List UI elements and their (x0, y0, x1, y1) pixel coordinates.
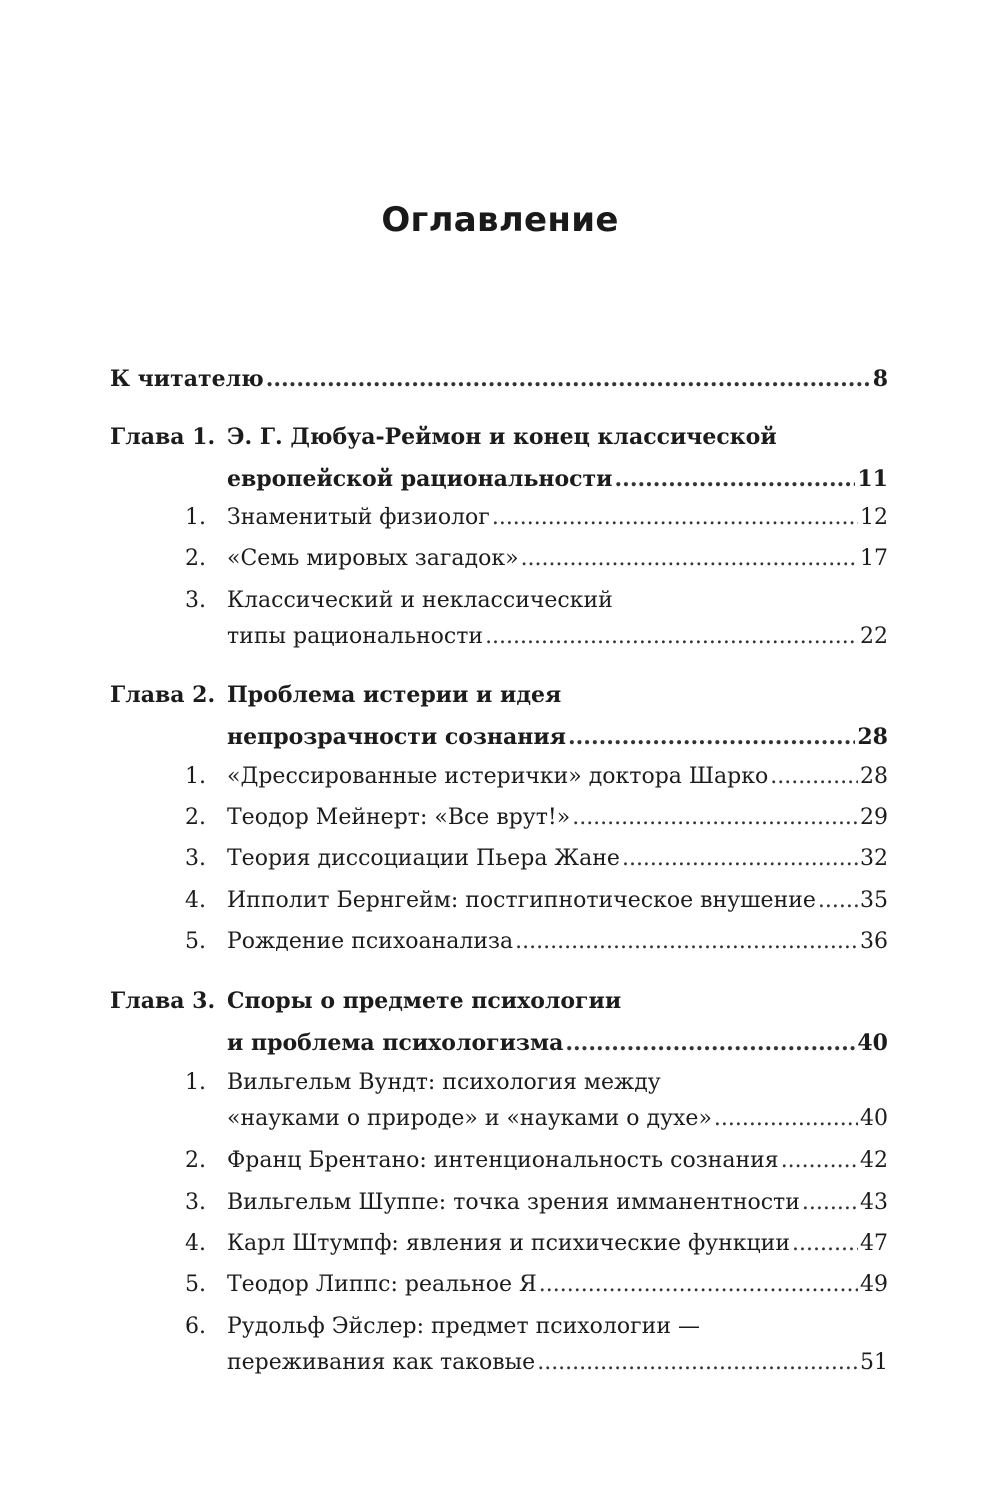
leader-dots (792, 1229, 858, 1259)
section-title: «Семь мировых загадок» (227, 546, 519, 571)
leader-dots (714, 1104, 858, 1134)
toc-section[interactable] (227, 1188, 888, 1218)
toc-section[interactable] (227, 886, 888, 916)
leader-dots (485, 622, 858, 652)
page-number: 8 (872, 366, 888, 392)
page-number: 49 (860, 1272, 888, 1297)
section-title: Рождение психоанализа (227, 929, 514, 954)
section-title: Ипполит Бернгейм: постгипнотическое внушение (227, 888, 816, 913)
section-title: Карл Штумпф: явления и психические функции (227, 1231, 791, 1256)
section-number: 5. (185, 929, 206, 954)
section-number: 3. (185, 846, 206, 871)
chapter-title-line1: Э. Г. Дюбуа-Реймон и конец классической (227, 424, 777, 450)
section-number: 3. (185, 588, 206, 613)
toc-section[interactable] (227, 762, 888, 792)
page-number: 40 (857, 1030, 888, 1056)
toc-section[interactable] (227, 1229, 888, 1259)
section-title: Теодор Мейнерт: «Все врут!» (227, 805, 571, 830)
section-number: 1. (185, 1070, 206, 1095)
page-number: 47 (860, 1231, 888, 1256)
leader-dots (802, 1188, 858, 1218)
toc-section[interactable] (227, 544, 888, 574)
section-number: 1. (185, 505, 206, 530)
chapter-title-line2: и проблема психологизма (227, 1030, 564, 1056)
toc-section[interactable] (227, 1270, 888, 1300)
leader-dots (568, 722, 855, 752)
chapter-label: Глава 1. (110, 424, 216, 450)
toc-section[interactable] (227, 1068, 888, 1134)
section-title-line2: типы рациональности (227, 624, 484, 649)
page-number: 43 (860, 1190, 888, 1215)
section-title-line2: переживания как таковые (227, 1350, 536, 1375)
chapter-label: Глава 3. (110, 988, 216, 1014)
toc-chapter-1[interactable] (227, 422, 888, 494)
section-title: Вильгельм Шуппе: точка зрения имманентности (227, 1190, 800, 1215)
leader-dots (565, 1028, 855, 1058)
leader-dots (572, 803, 858, 833)
section-number: 5. (185, 1272, 206, 1297)
toc-section[interactable] (227, 803, 888, 833)
page-number: 36 (860, 929, 888, 954)
toc-section[interactable] (227, 503, 888, 533)
toc-entry-reader[interactable] (110, 364, 888, 394)
section-title: Знаменитый физиолог (227, 505, 490, 530)
section-number: 2. (185, 1148, 206, 1173)
toc-section[interactable] (227, 844, 888, 874)
leader-dots (515, 927, 858, 957)
section-number: 2. (185, 805, 206, 830)
section-number: 6. (185, 1314, 206, 1339)
toc-section[interactable] (227, 1312, 888, 1378)
leader-dots (492, 503, 858, 533)
section-title: Теория диссоциации Пьера Жане (227, 846, 620, 871)
section-number: 4. (185, 1231, 206, 1256)
section-title: Теодор Липпс: реальное Я (227, 1272, 537, 1297)
leader-dots (537, 1348, 858, 1378)
page-title: Оглавление (381, 200, 619, 240)
section-number: 3. (185, 1190, 206, 1215)
leader-dots (521, 544, 858, 574)
section-number: 1. (185, 764, 206, 789)
section-title-line1: Рудольф Эйслер: предмет психологии — (227, 1314, 700, 1339)
toc-chapter-2[interactable] (227, 680, 888, 752)
page-number: 22 (860, 624, 888, 649)
chapter-title-line1: Проблема истерии и идея (227, 682, 562, 708)
page-number: 40 (860, 1106, 888, 1131)
page-number: 29 (860, 805, 888, 830)
page-number: 11 (857, 466, 888, 492)
section-title: Франц Брентано: интенциональность сознания (227, 1148, 779, 1173)
page-number: 17 (860, 546, 888, 571)
page-number: 42 (860, 1148, 888, 1173)
leader-dots (266, 364, 871, 394)
section-number: 4. (185, 888, 206, 913)
page-number: 28 (860, 764, 888, 789)
page-number: 12 (860, 505, 888, 530)
section-title-line1: Классический и неклассический (227, 588, 613, 613)
chapter-title-line1: Споры о предмете психологии (227, 988, 622, 1014)
leader-dots (615, 464, 856, 494)
toc-section[interactable] (227, 927, 888, 957)
page-number: 35 (860, 888, 888, 913)
chapter-label: Глава 2. (110, 682, 216, 708)
leader-dots (622, 844, 858, 874)
toc-section[interactable] (227, 1146, 888, 1176)
chapter-title-line2: непрозрачности сознания (227, 724, 566, 750)
entry-title: К читателю (110, 366, 264, 392)
section-title: «Дрессированные истерички» доктора Шарко (227, 764, 769, 789)
page-number: 28 (857, 724, 888, 750)
chapter-title-line2: европейской рациональности (227, 466, 613, 492)
section-title-line1: Вильгельм Вундт: психология между (227, 1070, 661, 1095)
leader-dots (770, 762, 858, 792)
leader-dots (539, 1270, 858, 1300)
toc-section[interactable] (227, 586, 888, 652)
leader-dots (781, 1146, 858, 1176)
section-number: 2. (185, 546, 206, 571)
section-title-line2: «науками о природе» и «науками о духе» (227, 1106, 712, 1131)
page-number: 32 (860, 846, 888, 871)
page-number: 51 (860, 1350, 888, 1375)
toc-chapter-3[interactable] (227, 986, 888, 1058)
leader-dots (818, 886, 858, 916)
